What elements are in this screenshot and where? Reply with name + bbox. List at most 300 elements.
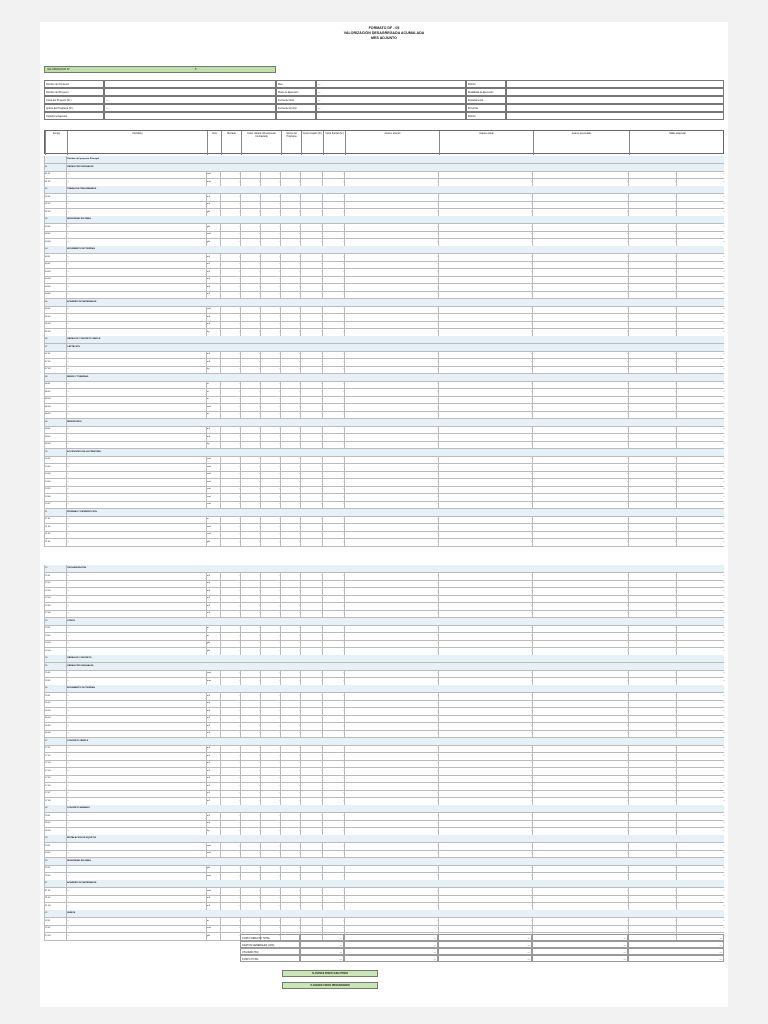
value-cell: — — [220, 595, 241, 602]
value-cell: — — [300, 715, 323, 722]
value-cell: — — [280, 873, 301, 880]
value-cell: — — [240, 700, 261, 707]
value-cell: — — [628, 194, 677, 201]
partida-description: — — [66, 389, 207, 396]
value-cell: — — [628, 314, 677, 321]
value-cell: — — [322, 359, 345, 366]
value-cell: — — [532, 381, 629, 388]
value-cell: — — [322, 595, 345, 602]
item-code: 05.01 — [44, 306, 67, 313]
value-cell: — — [280, 895, 301, 902]
value-cell: — — [532, 479, 629, 486]
value-cell: — — [220, 603, 241, 610]
value-cell: — — [240, 486, 261, 493]
value-cell: — — [438, 633, 533, 640]
value-cell: — — [260, 588, 281, 595]
value-cell: — — [260, 753, 281, 760]
value-cell: — — [280, 434, 301, 441]
value-cell: — — [344, 194, 439, 201]
item-code: 12.01 — [44, 573, 67, 580]
value-cell: — — [676, 434, 725, 441]
value-cell: — — [532, 813, 629, 820]
value-cell: — — [344, 201, 439, 208]
totals-label: COSTO DIRECTO TOTAL — [240, 934, 300, 941]
value-cell: — — [240, 925, 261, 932]
unit-cell: und — [206, 850, 221, 857]
value-cell: — — [300, 925, 323, 932]
item-code: 11.04 — [44, 539, 67, 546]
unit-cell: m3 — [206, 820, 221, 827]
value-cell: — — [344, 753, 439, 760]
partida-description: — — [66, 813, 207, 820]
partida-description: OTROS — [66, 618, 207, 625]
header-row — [44, 88, 724, 96]
value-cell: — — [322, 723, 345, 730]
value-cell: — — [532, 291, 629, 298]
value-cell: — — [240, 471, 261, 478]
value-cell: — — [280, 171, 301, 178]
partida-description: — — [66, 261, 207, 268]
value-cell: — — [344, 595, 439, 602]
value-cell: — — [628, 610, 677, 617]
partida-description: — — [66, 269, 207, 276]
unit-cell: m3 — [206, 708, 221, 715]
value-cell: — — [240, 276, 261, 283]
value-cell: — — [438, 753, 533, 760]
value-cell: — — [532, 783, 629, 790]
value-cell: — — [344, 648, 439, 655]
header-mid-value: — — [316, 96, 466, 104]
col-avance-actual: Avance actual — [439, 131, 533, 155]
partida-description: — — [66, 404, 207, 411]
value-cell: — — [628, 329, 677, 336]
item-code: 04.01 — [44, 254, 67, 261]
value-cell: — — [344, 723, 439, 730]
partida-description: — — [66, 426, 207, 433]
value-cell: — — [280, 678, 301, 685]
value-cell: — — [280, 366, 301, 373]
partida-description: — — [66, 434, 207, 441]
value-cell: — — [300, 603, 323, 610]
value-cell: — — [260, 670, 281, 677]
partida-description: — — [66, 531, 207, 538]
value-cell: — — [240, 798, 261, 805]
value-cell: — — [438, 640, 533, 647]
value-cell: — — [260, 441, 281, 448]
header-row — [44, 104, 724, 112]
header-right-label: Provincia — [466, 104, 506, 112]
value-cell: — — [344, 603, 439, 610]
partida-description: — — [66, 730, 207, 737]
value-cell: — — [300, 269, 323, 276]
value-cell: — — [532, 486, 629, 493]
value-cell: — — [220, 625, 241, 632]
partida-description: REDES Y TUBERIAS — [66, 374, 207, 381]
value-cell: — — [322, 850, 345, 857]
value-cell: — — [532, 670, 629, 677]
value-cell: — — [532, 389, 629, 396]
unit-cell: m3 — [206, 700, 221, 707]
value-cell: — — [220, 276, 241, 283]
value-cell: — — [280, 329, 301, 336]
value-cell: — — [438, 730, 533, 737]
value-cell: — — [344, 464, 439, 471]
col-presupuesto: Costo Unitario (Presupuesto Contractual) — [241, 131, 281, 155]
value-cell: — — [532, 693, 629, 700]
value-cell: — — [344, 276, 439, 283]
value-cell: — — [260, 539, 281, 546]
value-cell: — — [532, 201, 629, 208]
value-cell: — — [344, 625, 439, 632]
item-code: 07.02 — [44, 359, 67, 366]
value-cell: — — [280, 903, 301, 910]
value-cell: — — [300, 843, 323, 850]
value-cell: — — [676, 828, 725, 835]
value-cell: — — [220, 389, 241, 396]
value-cell: — — [280, 798, 301, 805]
partida-description: — — [66, 753, 207, 760]
value-cell: — — [628, 396, 677, 403]
value-cell: — — [280, 441, 301, 448]
value-cell: — — [532, 723, 629, 730]
value-cell: — — [344, 700, 439, 707]
value-cell: — — [240, 434, 261, 441]
value-cell: — — [532, 768, 629, 775]
value-cell: — — [300, 693, 323, 700]
value-cell: — — [532, 580, 629, 587]
value-cell: — — [260, 783, 281, 790]
partida-description: OBRAS DE CONCRETO — [66, 655, 207, 662]
item-code: 15.02 — [44, 678, 67, 685]
item-code: 16.01 — [44, 693, 67, 700]
value-cell: — — [300, 479, 323, 486]
totals-label: COSTO TOTAL — [240, 955, 300, 962]
item-code: 07 — [44, 344, 67, 351]
unit-cell: kg — [206, 366, 221, 373]
value-cell: — — [438, 873, 533, 880]
value-cell: — — [240, 760, 261, 767]
value-cell: — — [344, 693, 439, 700]
partida-description: OBRAS PROVISIONALES — [66, 164, 207, 171]
item-code: 10.04 — [44, 479, 67, 486]
col-item: Item(s) — [45, 131, 67, 155]
col-costo-unitario: Costo Unitario (S/.) — [301, 131, 323, 155]
unit-cell: m — [206, 516, 221, 523]
value-cell: — — [260, 359, 281, 366]
value-cell: — — [532, 790, 629, 797]
value-cell: — — [322, 670, 345, 677]
value-cell: — — [438, 820, 533, 827]
value-cell: — — [322, 389, 345, 396]
value-cell: — — [676, 479, 725, 486]
value-cell: — — [260, 351, 281, 358]
value-cell: — — [260, 820, 281, 827]
value-cell: — — [240, 359, 261, 366]
value-cell: — — [240, 239, 261, 246]
partida-description: INSTALACION DE EQUIPOS — [66, 835, 207, 842]
value-cell: — — [344, 411, 439, 418]
value-cell: — — [438, 194, 533, 201]
partida-description: — — [66, 745, 207, 752]
value-cell: — — [220, 471, 241, 478]
value-cell: — — [344, 588, 439, 595]
totals-row — [44, 941, 724, 948]
value-cell: — — [344, 516, 439, 523]
value-cell: — — [628, 171, 677, 178]
value-cell: — — [260, 573, 281, 580]
item-code: 17.04 — [44, 768, 67, 775]
value-cell: — — [300, 903, 323, 910]
value-cell: — — [438, 471, 533, 478]
value-cell: — — [322, 693, 345, 700]
unit-cell: m3 — [206, 715, 221, 722]
value-cell: — — [344, 486, 439, 493]
value-cell: — — [344, 381, 439, 388]
value-cell: — — [300, 486, 323, 493]
value-cell: — — [344, 179, 439, 186]
value-cell: — — [240, 389, 261, 396]
value-cell: — — [220, 426, 241, 433]
value-cell: — — [220, 329, 241, 336]
value-cell: — — [628, 486, 677, 493]
value-cell: — — [438, 516, 533, 523]
item-code: 19.01 — [44, 843, 67, 850]
value-cell: — — [280, 471, 301, 478]
value-cell: — — [628, 531, 677, 538]
value-cell: — — [676, 783, 725, 790]
value-cell: — — [438, 224, 533, 231]
value-cell: — — [628, 366, 677, 373]
value-cell: — — [300, 633, 323, 640]
value-cell: — — [240, 603, 261, 610]
value-cell: — — [260, 888, 281, 895]
value-cell: — — [300, 595, 323, 602]
item-code: 15 — [44, 663, 67, 670]
value-cell: — — [344, 708, 439, 715]
unit-cell: und — [206, 486, 221, 493]
value-cell: — — [628, 239, 677, 246]
value-cell: — — [240, 745, 261, 752]
partida-description: CONCRETO SIMPLE — [66, 738, 207, 745]
value-cell: — — [280, 918, 301, 925]
value-cell: — — [220, 366, 241, 373]
value-cell: — — [260, 516, 281, 523]
value-cell: — — [300, 254, 323, 261]
value-cell: — — [300, 516, 323, 523]
item-code: 02.01 — [44, 194, 67, 201]
value-cell: — — [240, 231, 261, 238]
value-cell: — — [438, 580, 533, 587]
value-cell: — — [628, 670, 677, 677]
value-cell: — — [240, 933, 261, 940]
value-cell: — — [628, 456, 677, 463]
value-cell: — — [300, 820, 323, 827]
partida-description: — — [66, 573, 207, 580]
value-cell: — — [532, 918, 629, 925]
value-cell: — — [280, 359, 301, 366]
value-cell: — — [438, 903, 533, 910]
item-code: 11.03 — [44, 531, 67, 538]
partida-description: — — [66, 670, 207, 677]
value-cell: — — [322, 828, 345, 835]
value-cell: — — [628, 464, 677, 471]
value-cell: — — [344, 903, 439, 910]
value-cell: — — [300, 434, 323, 441]
partida-description: — — [66, 708, 207, 715]
value-cell: — — [628, 648, 677, 655]
item-code: 10.01 — [44, 456, 67, 463]
value-cell: — — [532, 873, 629, 880]
value-cell: — — [280, 231, 301, 238]
value-cell: — — [300, 670, 323, 677]
value-cell: — — [260, 925, 281, 932]
partida-description: — — [66, 291, 207, 298]
value-cell: — — [532, 411, 629, 418]
value-cell: — — [532, 820, 629, 827]
item-code: 10.06 — [44, 494, 67, 501]
value-cell: — — [676, 633, 725, 640]
value-cell: — — [532, 231, 629, 238]
value-cell: — — [240, 723, 261, 730]
value-cell: — — [628, 411, 677, 418]
value-cell: — — [260, 314, 281, 321]
value-cell: — — [322, 486, 345, 493]
value-cell: — — [532, 640, 629, 647]
value-cell: — — [300, 411, 323, 418]
value-cell: — — [676, 254, 725, 261]
partida-description: — — [66, 843, 207, 850]
value-cell: — — [344, 306, 439, 313]
value-cell: — — [676, 321, 725, 328]
value-cell: — — [344, 501, 439, 508]
value-cell: — — [220, 790, 241, 797]
value-cell: — — [220, 708, 241, 715]
value-cell: — — [676, 610, 725, 617]
value-cell: — — [260, 276, 281, 283]
unit-cell: m3 — [206, 693, 221, 700]
value-cell: — — [532, 276, 629, 283]
item-code: 17.03 — [44, 760, 67, 767]
value-cell: — — [532, 603, 629, 610]
header-left-label: Aporte del Programa (S/.) — [44, 104, 104, 112]
value-cell: — — [322, 396, 345, 403]
value-cell: — — [344, 640, 439, 647]
value-cell: — — [300, 783, 323, 790]
value-cell: — — [532, 753, 629, 760]
value-cell: — — [628, 524, 677, 531]
value-cell: — — [300, 873, 323, 880]
value-cell: — — [240, 918, 261, 925]
value-cell: — — [628, 693, 677, 700]
value-cell: — — [322, 239, 345, 246]
value-cell: — — [322, 715, 345, 722]
partida-description: — — [66, 603, 207, 610]
partida-description: — — [66, 351, 207, 358]
value-cell: — — [280, 411, 301, 418]
value-cell: — — [322, 231, 345, 238]
value-cell: — — [300, 404, 323, 411]
value-cell: — — [220, 753, 241, 760]
value-cell: — — [322, 314, 345, 321]
unit-cell: und — [206, 524, 221, 531]
item-code: 01.02 — [44, 179, 67, 186]
value-cell: — — [676, 359, 725, 366]
value-cell: — — [220, 209, 241, 216]
totals-value: — — [344, 934, 438, 941]
item-code: 18 — [44, 805, 67, 812]
item-code: 11.02 — [44, 524, 67, 531]
value-cell: — — [240, 291, 261, 298]
value-cell: — — [260, 648, 281, 655]
item-code: 09.02 — [44, 434, 67, 441]
value-cell: — — [676, 426, 725, 433]
value-cell: — — [260, 261, 281, 268]
unit-cell: kg — [206, 441, 221, 448]
partida-description: — — [66, 790, 207, 797]
item-code: 06 — [44, 336, 67, 343]
partida-description: — — [66, 486, 207, 493]
value-cell: — — [322, 678, 345, 685]
header-mid-value: — — [316, 88, 466, 96]
value-cell: — — [438, 888, 533, 895]
value-cell: — — [280, 790, 301, 797]
value-cell: — — [240, 456, 261, 463]
partida-description: — — [66, 359, 207, 366]
value-cell: — — [532, 933, 629, 940]
value-cell: — — [532, 261, 629, 268]
header-left-value — [104, 80, 276, 88]
value-cell: — — [240, 768, 261, 775]
value-cell: — — [240, 396, 261, 403]
value-cell: — — [676, 276, 725, 283]
value-cell: — — [322, 588, 345, 595]
value-cell: — — [628, 573, 677, 580]
value-cell: — — [240, 539, 261, 546]
value-cell: — — [322, 494, 345, 501]
value-cell: — — [322, 456, 345, 463]
unit-cell: m3 — [206, 580, 221, 587]
value-cell: — — [628, 321, 677, 328]
value-cell: — — [628, 269, 677, 276]
unit-cell: m3 — [206, 595, 221, 602]
value-cell: — — [240, 209, 261, 216]
value-cell: — — [676, 486, 725, 493]
partida-description: — — [66, 903, 207, 910]
value-cell: — — [676, 531, 725, 538]
value-cell: — — [260, 179, 281, 186]
totals-value: — — [300, 934, 344, 941]
value-cell: — — [438, 573, 533, 580]
partida-description: — — [66, 366, 207, 373]
header-mid-label: Mes — [276, 80, 316, 88]
partida-description: — — [66, 865, 207, 872]
unit-cell: m3 — [206, 745, 221, 752]
value-cell: — — [438, 895, 533, 902]
unit-cell: m — [206, 625, 221, 632]
value-cell: — — [344, 715, 439, 722]
totals-label: UTILIDAD (5%) — [240, 948, 300, 955]
partida-description: — — [66, 873, 207, 880]
value-cell: — — [676, 314, 725, 321]
item-code: 18.01 — [44, 813, 67, 820]
partida-description: — — [66, 276, 207, 283]
item-code: 10.05 — [44, 486, 67, 493]
value-cell: — — [438, 843, 533, 850]
value-cell: — — [344, 224, 439, 231]
item-code: 17.08 — [44, 798, 67, 805]
table-row — [44, 539, 724, 547]
value-cell: — — [260, 745, 281, 752]
